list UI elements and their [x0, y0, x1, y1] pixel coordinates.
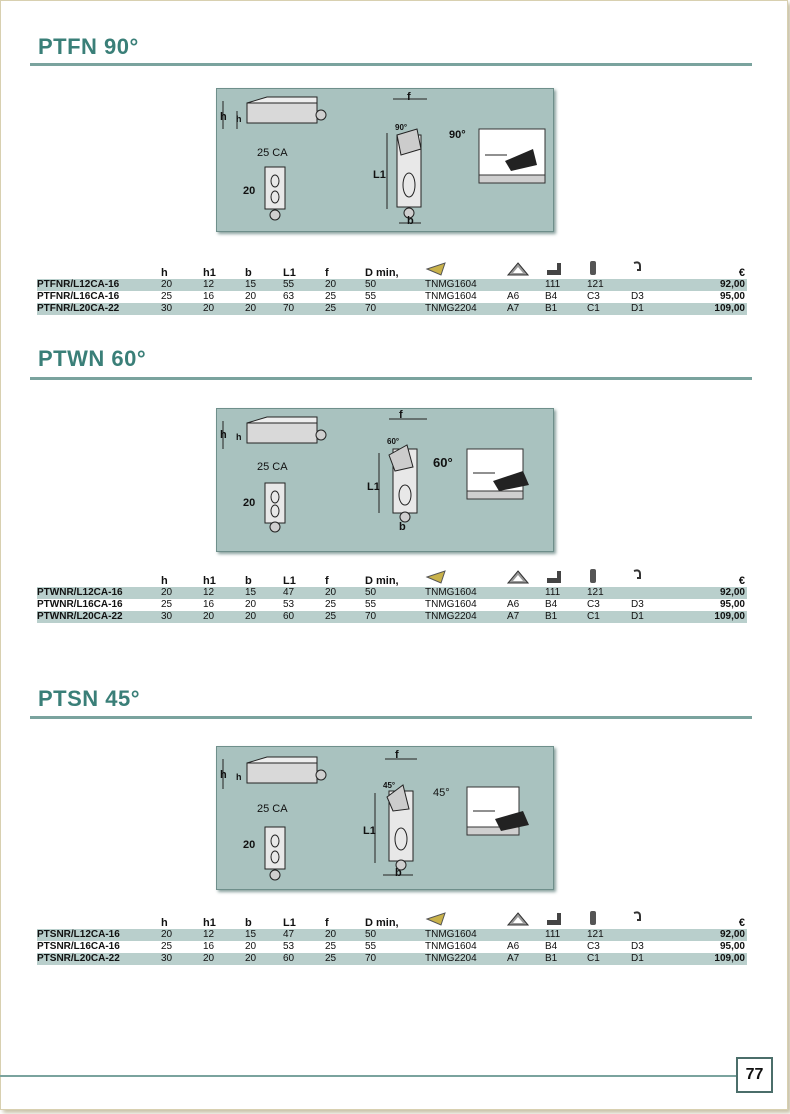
- cell-a: [507, 587, 545, 599]
- cell-h: 30: [161, 953, 203, 965]
- cell-d: [631, 279, 681, 291]
- header-f: f: [325, 575, 329, 587]
- header-dmin: D min,: [365, 575, 399, 587]
- cell-insert: TNMG1604: [425, 279, 507, 291]
- ca-label: 25 CA: [257, 147, 288, 159]
- clamp-icon: [545, 260, 587, 279]
- dim-f-label: f: [407, 91, 411, 103]
- cell-d: D3: [631, 599, 644, 610]
- title-rule: [30, 716, 752, 719]
- section-title: PTWN 60°: [38, 346, 147, 371]
- cell-h1: 20: [203, 611, 245, 623]
- cell-l1: 53: [283, 599, 295, 610]
- cell-price: 92,00: [681, 587, 747, 599]
- cell-f: 25: [325, 303, 365, 315]
- cell-c: C3: [587, 291, 600, 302]
- dim-l1-label: L1: [367, 481, 380, 493]
- spec-table: [37, 260, 747, 315]
- dim-h1-label: h: [236, 432, 242, 442]
- cell-dmin: 70: [365, 303, 425, 315]
- cell-b: 20: [245, 953, 283, 965]
- cell-c: 121: [587, 587, 631, 599]
- cell-h: 20: [161, 929, 203, 941]
- header-dmin: D min,: [365, 917, 399, 929]
- table-row: [37, 599, 747, 611]
- cell-f: 25: [325, 611, 365, 623]
- screw-icon: [587, 260, 631, 279]
- dim-l1-label: L1: [363, 825, 376, 837]
- cell-insert: TNMG1604: [425, 291, 477, 302]
- cell-code: PTWNR/L16CA-16: [37, 599, 123, 610]
- tool-drawing: [217, 89, 553, 231]
- footer-rule: [0, 1075, 736, 1077]
- dim-b-label: b: [399, 521, 406, 533]
- cell-insert: TNMG1604: [425, 941, 477, 952]
- header-h: h: [161, 575, 168, 587]
- cell-bb: B4: [545, 599, 558, 610]
- cell-d: D3: [631, 291, 644, 302]
- cell-f: 20: [325, 929, 365, 941]
- cell-l1: 63: [283, 291, 295, 302]
- cell-h: 20: [161, 587, 203, 599]
- screw-icon: [587, 568, 631, 587]
- cell-l1: 60: [283, 953, 325, 965]
- dim-h-label: h: [220, 429, 227, 441]
- cell-price: 95,00: [719, 599, 745, 610]
- cell-a: A6: [507, 291, 520, 302]
- cell-h: 20: [161, 279, 203, 291]
- cell-insert: TNMG1604: [425, 929, 507, 941]
- cell-a: [507, 279, 545, 291]
- header-h: h: [161, 917, 168, 929]
- cell-h1: 12: [203, 587, 245, 599]
- cell-f: 20: [325, 279, 365, 291]
- cell-dmin: 70: [365, 611, 425, 623]
- triangle-insert-icon: [507, 910, 545, 929]
- angle-detail-label: 60°: [387, 437, 400, 446]
- cell-l1: 47: [283, 929, 325, 941]
- cell-dmin: 50: [365, 587, 425, 599]
- cell-dmin: 50: [365, 279, 425, 291]
- dim-h-label: h: [220, 769, 227, 781]
- angle-label: 60°: [433, 455, 453, 470]
- cell-insert: TNMG1604: [425, 587, 507, 599]
- cell-b: 20: [245, 941, 257, 952]
- cell-h: 25: [161, 599, 173, 610]
- header-h1: h1: [203, 575, 216, 587]
- cell-price: 109,00: [681, 303, 747, 315]
- angle-detail-label: 45°: [383, 781, 396, 790]
- cell-b: 15: [245, 279, 283, 291]
- table-row: [37, 291, 747, 303]
- tool-diagram: [216, 746, 554, 890]
- table-row: [37, 303, 747, 315]
- triangle-insert-icon: [507, 568, 545, 587]
- cell-insert: TNMG2204: [425, 303, 507, 315]
- cell-h1: 20: [203, 303, 245, 315]
- cell-h1: 16: [203, 941, 215, 952]
- cell-d: D3: [631, 941, 644, 952]
- cell-dmin: 70: [365, 953, 425, 965]
- cell-d: D1: [631, 953, 681, 965]
- spec-table: [37, 568, 747, 623]
- cell-c: C3: [587, 941, 600, 952]
- header-h1: h1: [203, 267, 216, 279]
- cell-price: 95,00: [719, 291, 745, 302]
- dim-f-label: f: [399, 409, 403, 421]
- cell-h1: 12: [203, 929, 245, 941]
- angle-label: 45°: [433, 787, 450, 799]
- cell-d: [631, 929, 681, 941]
- cell-price: 92,00: [681, 279, 747, 291]
- cell-bb: 111: [545, 929, 587, 941]
- cell-c: 121: [587, 929, 631, 941]
- dim-20-label: 20: [243, 839, 256, 851]
- tool-diagram: [216, 408, 554, 552]
- title-rule: [30, 63, 752, 66]
- table-header: [37, 260, 747, 279]
- cell-c: 121: [587, 279, 631, 291]
- header-l1: L1: [283, 917, 296, 929]
- dim-f-label: f: [395, 749, 399, 761]
- cell-h1: 16: [203, 291, 215, 302]
- cell-h: 30: [161, 303, 203, 315]
- cell-h1: 12: [203, 279, 245, 291]
- cell-f: 25: [325, 599, 337, 610]
- cell-dmin: 50: [365, 929, 425, 941]
- angle-label: 90°: [449, 129, 466, 141]
- angle-detail-label: 90°: [395, 123, 408, 132]
- table-row: [37, 587, 747, 599]
- cell-h: 30: [161, 611, 203, 623]
- dim-h1-label: h: [236, 114, 242, 124]
- key-icon: [631, 910, 681, 929]
- cell-a: A7: [507, 303, 545, 315]
- ca-label: 25 CA: [257, 803, 288, 815]
- cell-a: A6: [507, 599, 520, 610]
- dim-h1-label: h: [236, 772, 242, 782]
- table-header: [37, 568, 747, 587]
- cell-bb: B4: [545, 941, 558, 952]
- triangle-insert-icon: [507, 260, 545, 279]
- cell-f: 20: [325, 587, 365, 599]
- cell-insert: TNMG1604: [425, 599, 477, 610]
- tool-drawing: [217, 747, 553, 885]
- cell-dmin: 55: [365, 941, 377, 952]
- cell-dmin: 55: [365, 291, 377, 302]
- cell-insert: TNMG2204: [425, 953, 507, 965]
- cell-h1: 20: [203, 953, 245, 965]
- cell-a: A7: [507, 953, 545, 965]
- header-price: €: [738, 575, 745, 587]
- header-l1: L1: [283, 267, 296, 279]
- header-l1: L1: [283, 575, 296, 587]
- cell-bb: B1: [545, 953, 587, 965]
- cell-bb: 111: [545, 279, 587, 291]
- header-h1: h1: [203, 917, 216, 929]
- cell-l1: 60: [283, 611, 325, 623]
- cell-l1: 70: [283, 303, 325, 315]
- table-row: [37, 611, 747, 623]
- screw-icon: [587, 910, 631, 929]
- cell-a: A7: [507, 611, 545, 623]
- cell-b: 20: [245, 611, 283, 623]
- cell-b: 20: [245, 599, 257, 610]
- cell-code: PTWNR/L20CA-22: [37, 611, 161, 623]
- tool-diagram: [216, 88, 554, 232]
- header-f: f: [325, 917, 329, 929]
- insert-icon: [425, 910, 507, 929]
- cell-l1: 55: [283, 279, 325, 291]
- cell-price: 95,00: [719, 941, 745, 952]
- page-number: 77: [736, 1057, 773, 1093]
- header-price: €: [738, 917, 745, 929]
- clamp-icon: [545, 568, 587, 587]
- dim-20-label: 20: [243, 185, 256, 197]
- cell-price: 92,00: [681, 929, 747, 941]
- cell-c: C1: [587, 303, 631, 315]
- dim-b-label: b: [395, 867, 402, 879]
- cell-code: PTSNR/L12CA-16: [37, 929, 161, 941]
- insert-icon: [425, 568, 507, 587]
- cell-code: PTFNR/L16CA-16: [37, 291, 120, 302]
- table-row: [37, 953, 747, 965]
- cell-d: [631, 587, 681, 599]
- section-title: PTFN 90°: [38, 34, 139, 59]
- cell-b: 20: [245, 291, 257, 302]
- section-title: PTSN 45°: [38, 686, 141, 711]
- cell-h: 25: [161, 941, 173, 952]
- spec-table: [37, 910, 747, 965]
- cell-dmin: 55: [365, 599, 377, 610]
- cell-d: D1: [631, 303, 681, 315]
- cell-price: 109,00: [681, 953, 747, 965]
- cell-code: PTWNR/L12CA-16: [37, 587, 161, 599]
- cell-b: 20: [245, 303, 283, 315]
- cell-code: PTSNR/L16CA-16: [37, 941, 120, 952]
- dim-l1-label: L1: [373, 169, 386, 181]
- cell-b: 15: [245, 587, 283, 599]
- cell-code: PTFNR/L20CA-22: [37, 303, 161, 315]
- table-row: [37, 929, 747, 941]
- header-h: h: [161, 267, 168, 279]
- table-row: [37, 279, 747, 291]
- header-b: b: [245, 917, 252, 929]
- insert-icon: [425, 260, 507, 279]
- tool-drawing: [217, 409, 553, 537]
- dim-20-label: 20: [243, 497, 256, 509]
- cell-price: 109,00: [681, 611, 747, 623]
- cell-h: 25: [161, 291, 173, 302]
- cell-h1: 16: [203, 599, 215, 610]
- cell-code: PTSNR/L20CA-22: [37, 953, 161, 965]
- table-header: [37, 910, 747, 929]
- cell-d: D1: [631, 611, 681, 623]
- header-price: €: [738, 267, 745, 279]
- cell-f: 25: [325, 941, 337, 952]
- cell-bb: B4: [545, 291, 558, 302]
- cell-a: A6: [507, 941, 520, 952]
- ca-label: 25 CA: [257, 461, 288, 473]
- cell-bb: B1: [545, 611, 587, 623]
- cell-l1: 53: [283, 941, 295, 952]
- cell-a: [507, 929, 545, 941]
- header-b: b: [245, 267, 252, 279]
- cell-f: 25: [325, 953, 365, 965]
- cell-f: 25: [325, 291, 337, 302]
- header-f: f: [325, 267, 329, 279]
- cell-l1: 47: [283, 587, 325, 599]
- cell-c: C1: [587, 611, 631, 623]
- cell-insert: TNMG2204: [425, 611, 507, 623]
- dim-b-label: b: [407, 215, 414, 227]
- cell-c: C1: [587, 953, 631, 965]
- title-rule: [30, 377, 752, 380]
- key-icon: [631, 568, 681, 587]
- clamp-icon: [545, 910, 587, 929]
- cell-bb: B1: [545, 303, 587, 315]
- key-icon: [631, 260, 681, 279]
- cell-bb: 111: [545, 587, 587, 599]
- cell-b: 15: [245, 929, 283, 941]
- table-row: [37, 941, 747, 953]
- header-b: b: [245, 575, 252, 587]
- dim-h-label: h: [220, 111, 227, 123]
- cell-code: PTFNR/L12CA-16: [37, 279, 161, 291]
- cell-c: C3: [587, 599, 600, 610]
- header-dmin: D min,: [365, 267, 399, 279]
